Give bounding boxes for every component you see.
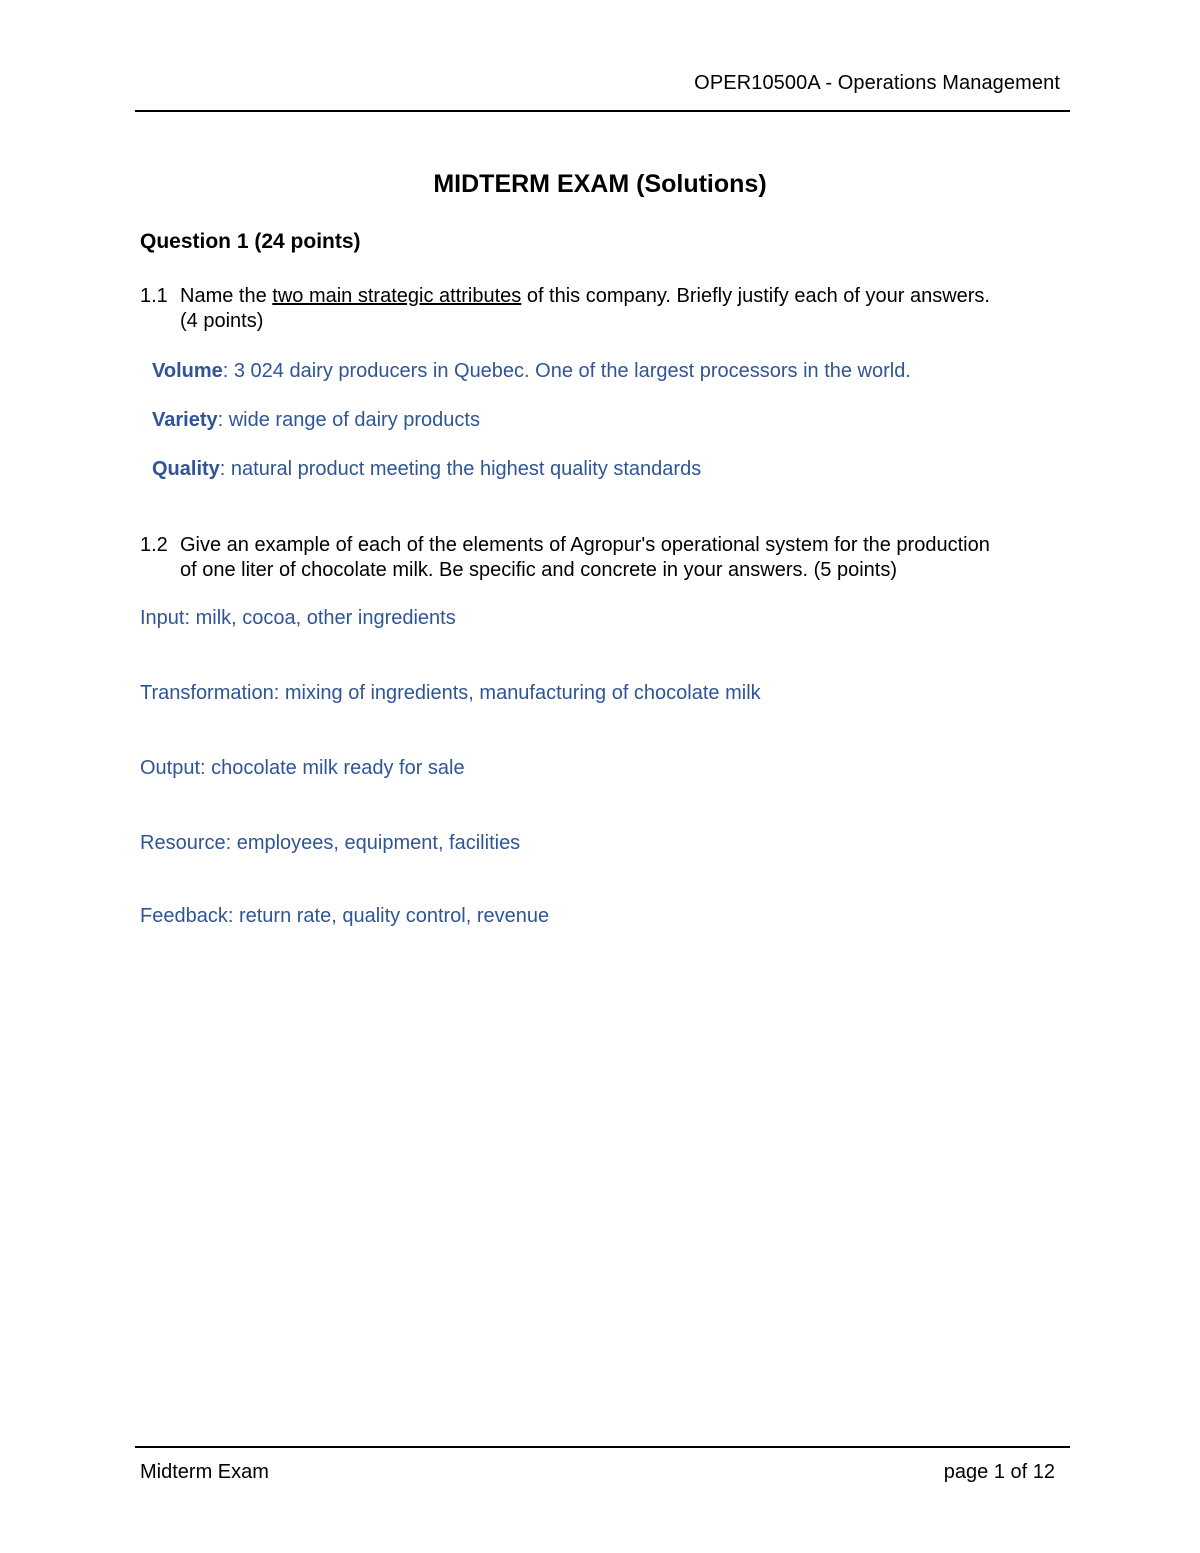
question-number: 1.1 [140, 285, 168, 307]
answer-system-output: Output: chocolate milk ready for sale [140, 757, 465, 779]
attribute-value: : 3 024 dairy producers in Quebec. One of the largest processors in the world. [222, 360, 911, 382]
answer-system-feedback: Feedback: return rate, quality control, revenue [140, 905, 550, 927]
question-number: 1.2 [140, 534, 168, 556]
exam-title: MIDTERM EXAM (Solutions) [433, 170, 767, 198]
attribute-key: Variety [152, 409, 218, 431]
question-1-2-line1 [140, 533, 990, 558]
attribute-value: : wide range of dairy products [217, 409, 480, 431]
question-1-1 [140, 284, 990, 334]
page-header [135, 70, 1070, 112]
question-1-heading: Question 1 (24 points) [140, 230, 361, 253]
attribute-key: Volume [152, 360, 223, 382]
question-text-underlined: two main strategic attributes [272, 285, 522, 307]
answer-system-resource: Resource: employees, equipment, facilities [140, 832, 521, 854]
page-number: page 1 of 12 [943, 1461, 1055, 1483]
question-text-after: of this company. Briefly justify each of your answers. [521, 285, 990, 307]
question-text: Give an example of each of the elements of Agropur's operational system for the production [180, 534, 990, 556]
answer-system-input: Input: milk, cocoa, other ingredients [140, 607, 456, 629]
answer-attribute [152, 458, 701, 481]
page-footer [135, 1446, 1070, 1488]
answer-attribute [152, 409, 480, 432]
question-1-1-line2: (4 points) [180, 310, 264, 332]
footer-label: Midterm Exam [140, 1461, 269, 1483]
question-1-2-line2: of one liter of chocolate milk. Be specific and concrete in your answers. (5 points) [180, 559, 898, 581]
answer-system-transformation: Transformation: mixing of ingredients, manufacturing of chocolate milk [140, 682, 761, 704]
question-text-before: Name the [180, 285, 273, 307]
question-1-1-line1 [140, 284, 990, 309]
answer-attribute [152, 360, 911, 383]
course-title: OPER10500A - Operations Management [694, 72, 1060, 94]
attribute-value: : natural product meeting the highest quality standards [219, 458, 702, 480]
attribute-key: Quality [152, 458, 220, 480]
question-1-2 [140, 533, 990, 583]
